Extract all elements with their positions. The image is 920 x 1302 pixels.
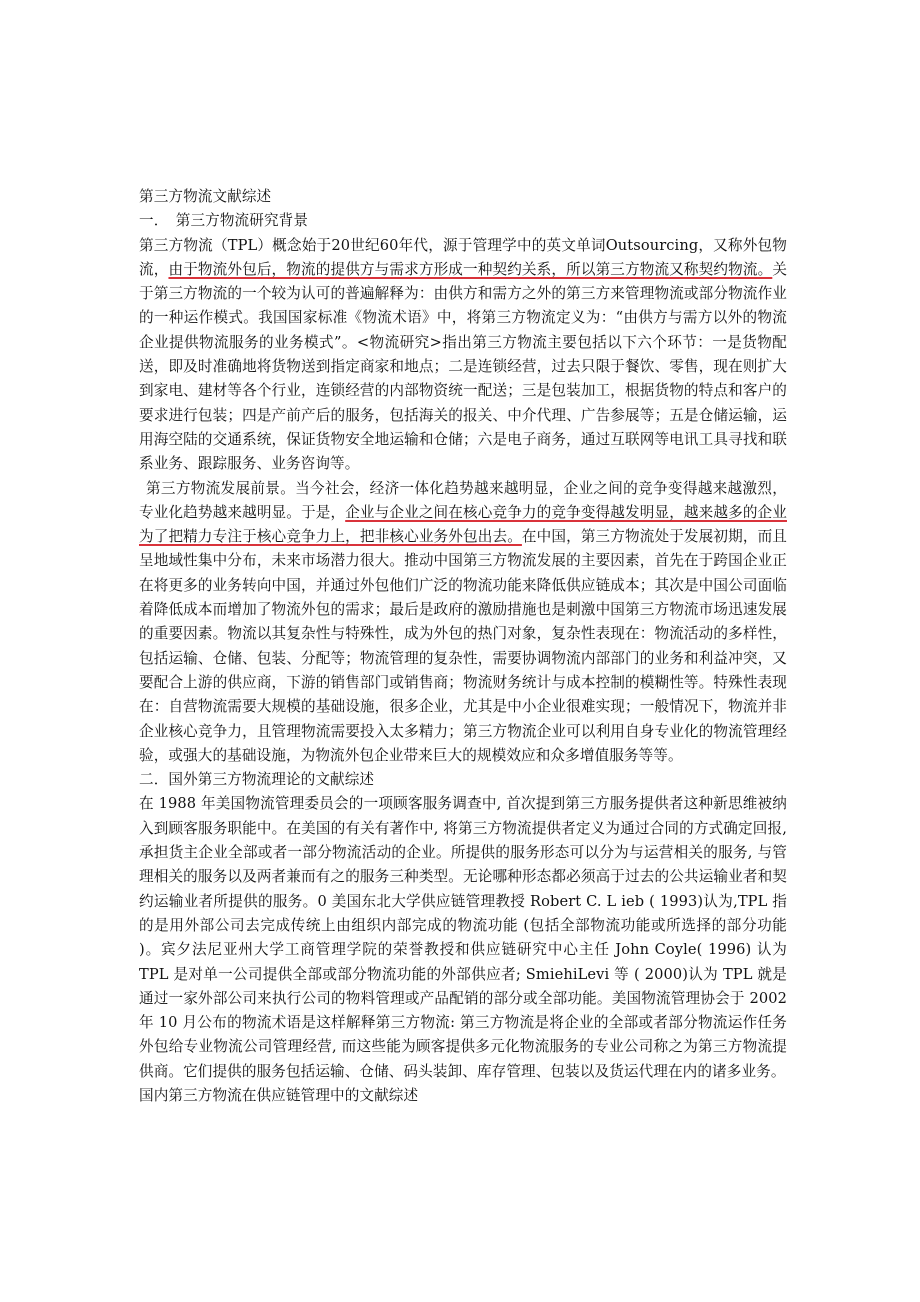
- document-body: [139, 185, 787, 1108]
- paragraph-2: [139, 477, 787, 769]
- paragraph-2-text: 第三方物流发展前景。当今社会，经济一体化趋势越来越明显，企业之间的竞争变得越来越激烈，专业化趋势越来越明显。于是，: [139, 479, 787, 521]
- section-2-heading: 二．国外第三方物流理论的文献综述: [139, 771, 375, 789]
- paragraph-2-rest: 在中国，第三方物流处于发展初期，而且呈地域性集中分布，未来市场潜力很大。推动中国第三方物流发展的主要因素，首先在于跨国企业正在将更多的业务转向中国，并通过外包他们广泛的物流功能来降低供应链成本；其次是中国公司面临着降低成本而增加了物流外包的需求；最后是政府的激励措施也是刺激中国第三方物流市场迅速发展的重要因素。物流以其复杂性与特殊性，成为外包的热门对象，复杂性表现在：物流活动的多样性，包括运输、仓储、包装、分配等；物流管理的复杂性，需要协调物流内部部门的业务和利益冲突，又要配合上游的供应商，下游的销售部门或销售商；物流财务统计与成本控制的模糊性等。特殊性表现在：自营物流需要大规模的基础设施，很多企业，尤其是中小企业很难实现；一般情况下，物流并非企业核心竞争力，且管理物流需要投入太多精力；第三方物流企业可以利用自身专业化的物流管理经验，或强大的基础设施，为物流外包企业带来巨大的规模效应和众多增值服务等等。: [139, 528, 787, 764]
- section-1-heading: 一． 第三方物流研究背景: [139, 212, 309, 230]
- paragraph-3: 在 1988 年美国物流管理委员会的一项顾客服务调查中, 首次提到第三方服务提供者这种新思维被纳入到顾客服务职能中。在美国的有关有著作中, 将第三方物流提供者定义为通过合同的方式确定回报, 承担货主企业全部或者一部分物流活动的企业。所提供的服务形态可以分为与运营相关的服务, 与管理相关的服务以及两者兼而有之的服务三种类型。无论哪种形态都必须高于过去的公共运输业者和契约运输业者所提供的服务。0 美国东北大学供应链管理教授 Robert C. L ieb ( 1993)认为,TPL 指的是用外部公司去完成传统上由组织内部完成的物流功能 (包括全部物流功能或所选择的部分功能 )。宾夕法尼亚州大学工商管理学院的荣誉教授和供应链研究中心主任 John Coyle( 1996) 认为 TPL 是对单一公司提供全部或部分物流功能的外部供应者; SmiehiLevi 等 ( 2000)认为 TPL 就是通过一家外部公司来执行公司的物料管理或产品配销的部分或全部功能。美国物流管理协会于 2002 年 10 月公布的物流术语是这样解释第三方物流: 第三方物流是将企业的全部或者部分物流运作任务外包给专业物流公司管理经营, 而这些能为顾客提供多元化物流服务的专业公司称之为第三方物流提供商。它们提供的服务包括运输、仓储、码头装卸、库存管理、包装以及货运代理在内的诸多业务。: [139, 795, 787, 1080]
- underlined-passage-2: 企业与企业之间在核心竞争力的竞争变得越发明显，越来越多的企业为了把精力专注于核心竞争力上，把非核心业务外包出去。: [139, 503, 787, 546]
- document-title: 第三方物流文献综述: [139, 188, 272, 205]
- underlined-passage-1: 由于物流外包后，物流的提供方与需求方形成一种契约关系，所以第三方物流又称契约物流。: [168, 260, 773, 278]
- section-3-heading: 国内第三方物流在供应链管理中的文献综述: [139, 1086, 419, 1104]
- paragraph-1-text: 第三方物流（TPL）概念始于20世纪60年代，源于管理学中的英文单词Outsourcing，又称外包物流，: [139, 236, 787, 278]
- paragraph-1: [139, 234, 787, 477]
- paragraph-1-rest: 关于第三方物流的一个较为认可的普遍解释为：由供方和需方之外的第三方来管理物流或部分物流作业的一种运作模式。我国国家标准《物流术语》中，将第三方物流定义为：“由供方与需方以外的物流企业提供物流服务的业务模式”。<物流研究>指出第三方物流主要包括以下六个环节：一是货物配送，即及时准确地将货物送到指定商家和地点；二是连锁经营，过去只限于餐饮、零售，现在则扩大到家电、建材等各个行业，连锁经营的内部物资统一配送；三是包装加工，根据货物的特点和客户的要求进行包装；四是产前产后的服务，包括海关的报关、中介代理、广告参展等；五是仓储运输，运用海空陆的交通系统，保证货物安全地运输和仓储；六是电子商务，通过互联网等电讯工具寻找和联系业务、跟踪服务、业务咨询等。: [139, 260, 788, 473]
